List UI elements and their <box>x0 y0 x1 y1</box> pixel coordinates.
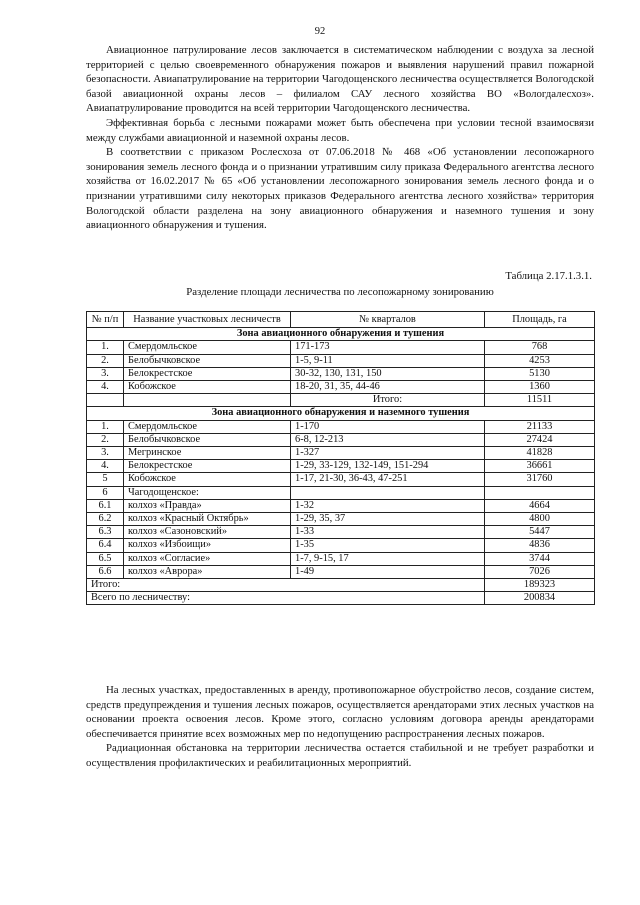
cell-name: колхоз «Сазоновский» <box>124 526 291 539</box>
cell-name: Белокрестское <box>124 460 291 473</box>
cell-area: 4836 <box>485 539 595 552</box>
header-name: Название участковых лесничеств <box>124 312 291 328</box>
paragraph-cooperation: Эффективная борьба с лесными пожарами может быть обеспечена при условии тесной взаимосвязи между службами авиационной и наземной охраны лесов. <box>86 116 594 144</box>
cell-empty <box>124 394 291 407</box>
cell-blocks: 30-32, 130, 131, 150 <box>291 367 485 380</box>
closing-text <box>86 683 594 771</box>
table-row <box>87 552 595 565</box>
cell-no: 6.1 <box>87 499 124 512</box>
grand-total-row <box>87 592 595 605</box>
cell-blocks: 6-8, 12-213 <box>291 433 485 446</box>
table-row <box>87 565 595 578</box>
cell-blocks: 1-5, 9-11 <box>291 354 485 367</box>
intro-text <box>86 43 594 233</box>
table-row <box>87 539 595 552</box>
zone2-total-row <box>87 579 595 592</box>
cell-blocks: 1-170 <box>291 420 485 433</box>
table-row <box>87 420 595 433</box>
cell-area: 768 <box>485 341 595 354</box>
cell-no: 6.5 <box>87 552 124 565</box>
cell-name: колхоз «Избоищи» <box>124 539 291 552</box>
table-header-row <box>87 312 595 328</box>
table-row <box>87 354 595 367</box>
table-row <box>87 486 595 499</box>
cell-no: 3. <box>87 447 124 460</box>
cell-blocks: 1-327 <box>291 447 485 460</box>
table-title: Разделение площади лесничества по лесопожарному зонированию <box>186 286 494 298</box>
cell-no: 4. <box>87 381 124 394</box>
cell-name: колхоз «Правда» <box>124 499 291 512</box>
header-no: № п/п <box>87 312 124 328</box>
cell-no: 1. <box>87 420 124 433</box>
cell-blocks: 1-7, 9-15, 17 <box>291 552 485 565</box>
cell-blocks <box>291 486 485 499</box>
cell-area: 36661 <box>485 460 595 473</box>
cell-name: Белобычковское <box>124 354 291 367</box>
cell-name: Кобожское <box>124 381 291 394</box>
cell-area <box>485 486 595 499</box>
cell-no: 2. <box>87 354 124 367</box>
cell-blocks: 1-49 <box>291 565 485 578</box>
cell-area: 4800 <box>485 513 595 526</box>
cell-no: 5 <box>87 473 124 486</box>
cell-area: 7026 <box>485 565 595 578</box>
table-row <box>87 526 595 539</box>
cell-blocks: 1-33 <box>291 526 485 539</box>
cell-blocks: 171-173 <box>291 341 485 354</box>
page-number: 92 <box>314 26 326 37</box>
cell-blocks: 1-29, 35, 37 <box>291 513 485 526</box>
cell-name: колхоз «Согласие» <box>124 552 291 565</box>
table-row <box>87 499 595 512</box>
cell-name: колхоз «Аврора» <box>124 565 291 578</box>
cell-name: колхоз «Красный Октябрь» <box>124 513 291 526</box>
cell-name: Кобожское <box>124 473 291 486</box>
table-row <box>87 460 595 473</box>
zone1-total-value: 11511 <box>485 394 595 407</box>
zone1-title-row <box>87 328 595 341</box>
grand-total-label: Всего по лесничеству: <box>87 592 485 605</box>
table-row <box>87 381 595 394</box>
cell-area: 3744 <box>485 552 595 565</box>
cell-no: 6.6 <box>87 565 124 578</box>
cell-area: 5447 <box>485 526 595 539</box>
zone1-total-row <box>87 394 595 407</box>
table-row <box>87 341 595 354</box>
cell-no: 6.2 <box>87 513 124 526</box>
cell-area: 21133 <box>485 420 595 433</box>
cell-no: 4. <box>87 460 124 473</box>
cell-name: Белокрестское <box>124 367 291 380</box>
cell-area: 5130 <box>485 367 595 380</box>
cell-no: 6.3 <box>87 526 124 539</box>
cell-name: Белобычковское <box>124 433 291 446</box>
table-row <box>87 473 595 486</box>
header-area: Площадь, га <box>485 312 595 328</box>
cell-no: 6 <box>87 486 124 499</box>
cell-no: 6.4 <box>87 539 124 552</box>
zone2-total-value: 189323 <box>485 579 595 592</box>
cell-blocks: 1-17, 21-30, 36-43, 47-251 <box>291 473 485 486</box>
grand-total-value: 200834 <box>485 592 595 605</box>
paragraph-radiation: Радиационная обстановка на территории лесничества остается стабильной и не требует разработки и осуществления профилактических и реабилитационных мероприятий. <box>86 742 594 769</box>
cell-no: 1. <box>87 341 124 354</box>
cell-name: Смердомльское <box>124 420 291 433</box>
cell-name: Мегринское <box>124 447 291 460</box>
cell-area: 4664 <box>485 499 595 512</box>
table-row <box>87 367 595 380</box>
cell-area: 31760 <box>485 473 595 486</box>
zone2-title-row <box>87 407 595 420</box>
cell-area: 27424 <box>485 433 595 446</box>
cell-area: 1360 <box>485 381 595 394</box>
cell-area: 41828 <box>485 447 595 460</box>
table-row <box>87 513 595 526</box>
cell-name: Смердомльское <box>124 341 291 354</box>
zone2-title: Зона авиационного обнаружения и наземного тушения <box>87 407 595 420</box>
cell-no: 3. <box>87 367 124 380</box>
cell-empty <box>87 394 124 407</box>
zone1-title: Зона авиационного обнаружения и тушения <box>87 328 595 341</box>
cell-blocks: 1-35 <box>291 539 485 552</box>
zone2-total-label: Итого: <box>87 579 485 592</box>
cell-no: 2. <box>87 433 124 446</box>
cell-name: Чагодощенское: <box>124 486 291 499</box>
cell-blocks: 1-32 <box>291 499 485 512</box>
zoning-table <box>86 311 595 605</box>
header-blocks: № кварталов <box>291 312 485 328</box>
cell-area: 4253 <box>485 354 595 367</box>
cell-blocks: 18-20, 31, 35, 44-46 <box>291 381 485 394</box>
zone1-total-label: Итого: <box>291 394 485 407</box>
table-row <box>87 447 595 460</box>
paragraph-order: В соответствии с приказом Рослесхоза от 07.06.2018 № 468 «Об установлении лесопожарного зонирования земель лесного фонда и о признании утратившим силу приказа Федерального агентства лесного хозяйства от 16.02.2017 № 65 «Об установлении лесопожарного зонирования земель лесного фонда и о признании утратившими силу некоторых приказов Федерального агентства лесного хозяйства» территория Вологодской области разделена на зону авиационного обнаружения и наземного тушения и зону авиационного обнаружения и тушения. <box>86 146 594 232</box>
paragraph-aviation-patrol: Авиационное патрулирование лесов заключается в систематическом наблюдении с воздуха за лесной территорией с целью своевременного обнаружения пожаров и выявления нарушений правил пожарной безопасности. Авиапатрулирование на территории Чагодощенского лесничества осуществляется Вологодской базой авиационной охраны лесов – филиалом САУ лесного хозяйства ВО «Вологдалесхоз». Авиапатрулирование проводится на всей территории Чагодощенского лесничества. <box>86 44 594 115</box>
paragraph-lease: На лесных участках, предоставленных в аренду, противопожарное обустройство лесов, создание систем, средств предупреждения и тушения лесных пожаров, осуществляется арендаторами этих лесных участков на основании проекта освоения лесов. Кроме этого, согласно условиям договора аренды арендаторами обеспечивается принятие всех возможных мер по недопущению распространения лесных пожаров. <box>86 684 594 740</box>
table-row <box>87 433 595 446</box>
table-number: Таблица 2.17.1.3.1. <box>505 270 592 282</box>
cell-blocks: 1-29, 33-129, 132-149, 151-294 <box>291 460 485 473</box>
